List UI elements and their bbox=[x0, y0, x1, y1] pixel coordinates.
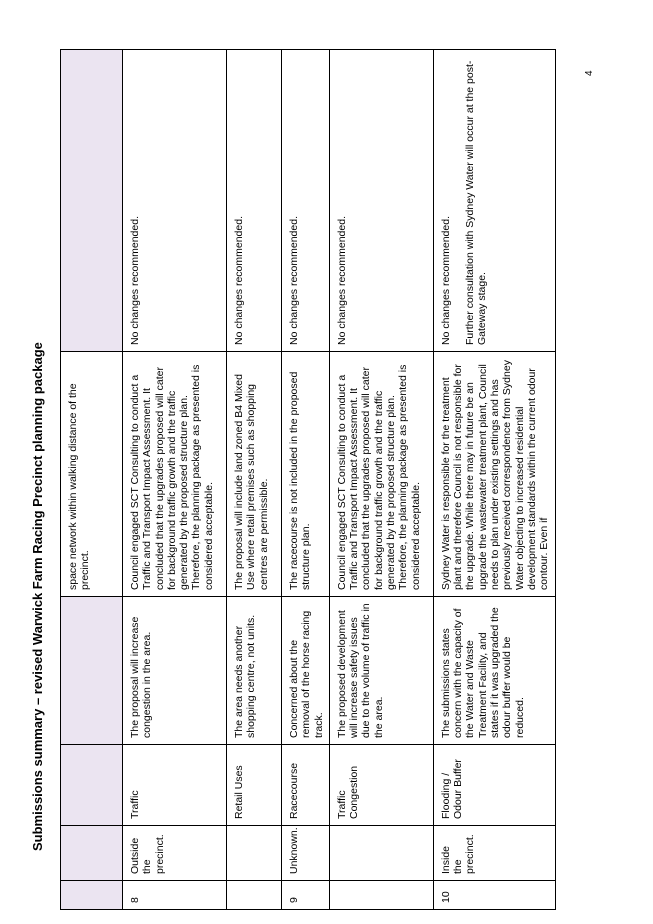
no-cell: 9 bbox=[282, 881, 330, 910]
recommendation-cell: No changes recommended. bbox=[282, 50, 330, 352]
table-row bbox=[329, 50, 433, 910]
no-cell bbox=[227, 881, 282, 910]
recommendation-note: Further consultation with Sydney Water will occur at the post-Gateway stage. bbox=[464, 60, 489, 345]
location-cell bbox=[329, 826, 433, 881]
recommendation-cell: No changes recommended. bbox=[227, 50, 282, 352]
issue-cell: Racecourse bbox=[282, 745, 330, 826]
issue-cell bbox=[61, 745, 123, 826]
response-cell: The racecourse is not included in the proposed structure plan. bbox=[282, 352, 330, 597]
table-row bbox=[282, 50, 330, 910]
concern-cell: The proposal will increase congestion in the area. bbox=[123, 597, 227, 745]
response-cell: space network within walking distance of the precinct. bbox=[61, 352, 123, 597]
concern-cell bbox=[61, 597, 123, 745]
issue-cell: Traffic Congestion bbox=[329, 745, 433, 826]
recommendation-cell bbox=[61, 50, 123, 352]
location-cell bbox=[227, 826, 282, 881]
issue-cell: Retail Uses bbox=[227, 745, 282, 826]
no-cell bbox=[329, 881, 433, 910]
response-cell: Sydney Water is responsible for the treatment plant and therefore Council is not responsible for the upgrade. While there may in future be an upgrade the wastewater treatment plant, Council needs to plan under existing settings and has previously received correspondence from Sydney Water objecting to increased residential development standards within the current odour contour. Even if bbox=[433, 352, 555, 597]
concern-cell: The area needs another shopping centre, not units. bbox=[227, 597, 282, 745]
location-cell bbox=[61, 826, 123, 881]
location-cell: Inside the precinct. bbox=[433, 826, 555, 881]
location-cell: Outside the precinct. bbox=[123, 826, 227, 881]
concern-cell: Concerned about the removal of the horse racing track. bbox=[282, 597, 330, 745]
page-title: Submissions summary – revised Warwick Farm Racing Precinct planning package bbox=[30, 342, 45, 851]
location-cell: Unknown. bbox=[282, 826, 330, 881]
recommendation-text: No changes recommended. bbox=[439, 216, 452, 345]
concern-cell: The submissions states concern with the capacity of the Water and Waste Treatment Facility, and states if it was upgraded the odour buffer would be reduced. bbox=[433, 597, 555, 745]
page-number: 4 bbox=[584, 70, 595, 76]
response-cell: Council engaged SCT Consulting to conduct a Traffic and Transport Impact Assessment. It concluded that the upgrades proposed will cater for background traffic growth and the traffic generated by the proposed structure plan. Therefore, the planning package as presented is considered acceptable. bbox=[123, 352, 227, 597]
table-row bbox=[61, 50, 123, 910]
recommendation-cell: No changes recommended. bbox=[123, 50, 227, 352]
issue-cell: Flooding / Odour Buffer bbox=[433, 745, 555, 826]
concern-cell: The proposed development will increase safety issues due to the volume of traffic in the area. bbox=[329, 597, 433, 745]
issue-cell: Traffic bbox=[123, 745, 227, 826]
recommendation-cell: No changes recommended. bbox=[329, 50, 433, 352]
no-cell: 10 bbox=[433, 881, 555, 910]
table-row bbox=[123, 50, 227, 910]
no-cell: 8 bbox=[123, 881, 227, 910]
recommendation-cell bbox=[433, 50, 555, 352]
submissions-table bbox=[60, 49, 556, 910]
response-cell: Council engaged SCT Consulting to conduct a Traffic and Transport Impact Assessment. It concluded that the upgrades proposed will cater for background traffic growth and the traffic generated by the proposed structure plan. Therefore, the planning package as presented is considered acceptable. bbox=[329, 352, 433, 597]
response-cell: The proposal will include land zoned B4 Mixed Use where retail premises such as shopping centres are permissible. bbox=[227, 352, 282, 597]
no-cell bbox=[61, 881, 123, 910]
table-row bbox=[433, 50, 555, 910]
table-row bbox=[227, 50, 282, 910]
